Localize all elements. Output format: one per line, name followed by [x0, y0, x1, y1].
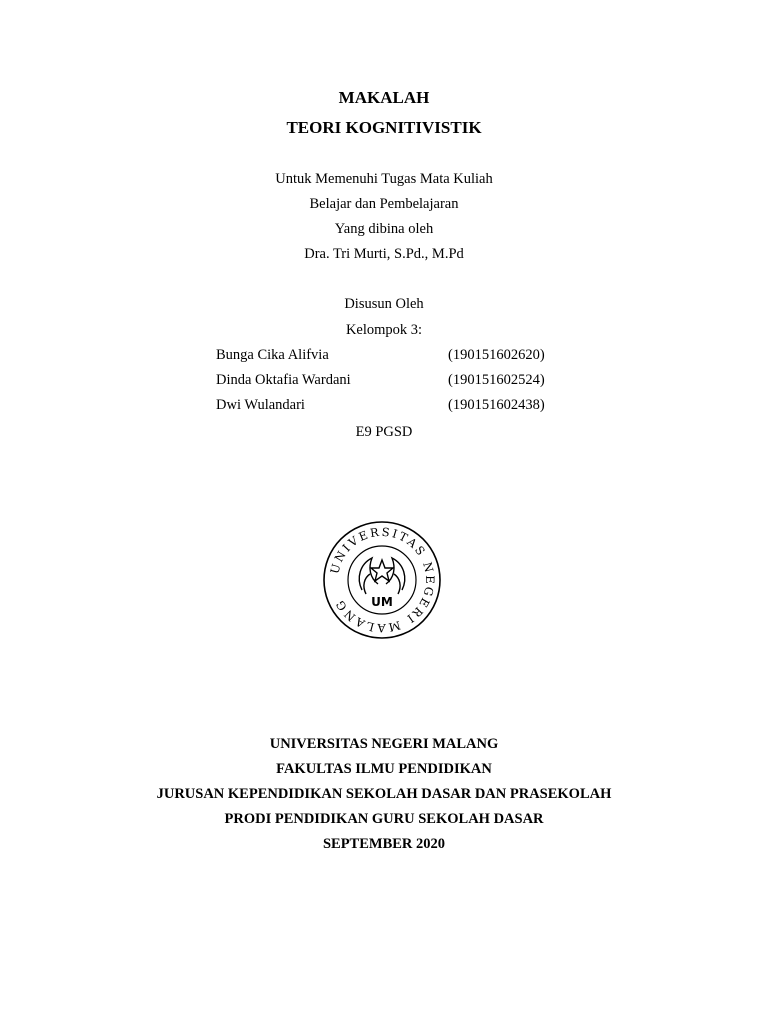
footer-date: SEPTEMBER 2020 — [322, 836, 446, 852]
seal-emblem — [359, 558, 405, 594]
member-row — [216, 347, 556, 367]
member-name: Bunga Cika Alifvia — [216, 347, 329, 363]
member-nim: (190151602620) — [448, 347, 545, 363]
course-name: Belajar dan Pembelajaran — [309, 196, 459, 212]
member-name: Dwi Wulandari — [216, 397, 305, 413]
footer-department: JURUSAN KEPENDIDIKAN SEKOLAH DASAR DAN PRASEKOLAH — [156, 786, 612, 802]
member-nim: (190151602438) — [448, 397, 545, 413]
compiled-by-label: Disusun Oleh — [344, 296, 424, 312]
supervised-by-label: Yang dibina oleh — [334, 221, 434, 237]
member-name: Dinda Oktafia Wardani — [216, 372, 351, 388]
footer-program: PRODI PENDIDIKAN GURU SEKOLAH DASAR — [224, 811, 544, 827]
seal-emblem-text: UM — [371, 595, 393, 609]
member-nim: (190151602524) — [448, 372, 545, 388]
seal-ring-text: UNIVERSITAS NEGERI MALANG — [327, 524, 438, 636]
footer-faculty: FAKULTAS ILMU PENDIDIKAN — [276, 761, 492, 777]
purpose-line: Untuk Memenuhi Tugas Mata Kuliah — [275, 171, 493, 187]
document-subtitle: TEORI KOGNITIVISTIK — [286, 118, 482, 137]
member-row — [216, 397, 556, 417]
lecturer-name: Dra. Tri Murti, S.Pd., M.Pd — [304, 246, 464, 262]
university-seal-icon — [322, 520, 442, 640]
group-label: Kelompok 3: — [345, 322, 423, 338]
document-title: MAKALAH — [338, 88, 430, 107]
footer-university: UNIVERSITAS NEGERI MALANG — [269, 736, 499, 752]
member-row — [216, 372, 556, 392]
class-label: E9 PGSD — [355, 424, 413, 440]
